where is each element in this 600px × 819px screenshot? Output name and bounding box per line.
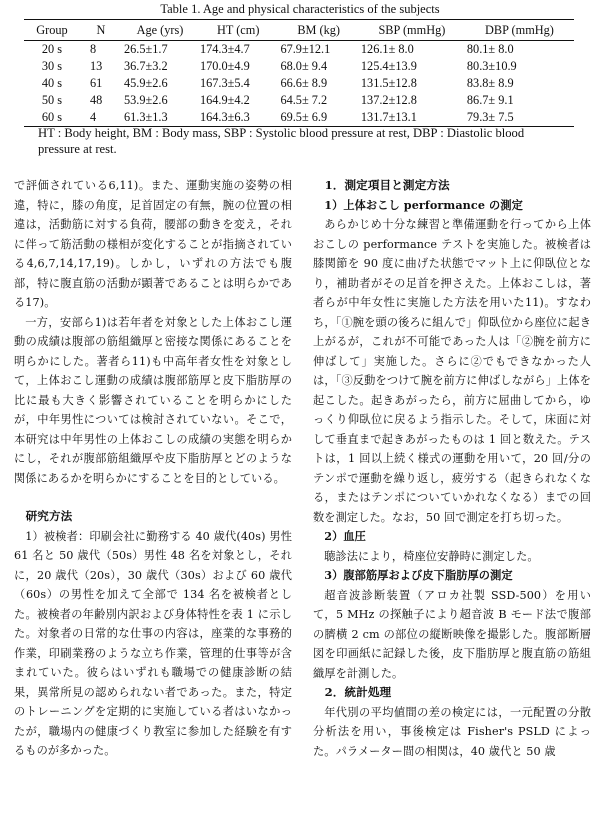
header-bm: BM (kg) xyxy=(297,22,341,37)
cell-group: 20 s xyxy=(41,42,63,56)
cell-dbp: 83.8± 8.9 xyxy=(466,76,514,90)
cell-ht: 170.0±4.9 xyxy=(199,59,250,73)
table-header-row xyxy=(24,20,574,41)
cell-bm: 67.9±12.1 xyxy=(280,42,331,56)
intro-paragraph-2: 一方，安部ら1)は若年者を対象とした上体おこし運動の成績は腹部の筋組織厚と密接な関係にあることを明らかにした。著者ら11)も中高年者女性を対象として，上体おこし運動の成績は腹部筋厚と皮下脂肪厚の比に最も大きく影響されていることを明らかにしたが，中年男性については検討されていない。そこで，本研究は中年男性の上体おこしの成績の実態を明らかにし，それが腹部筋組織厚や皮下脂肪厚とどのような関係にあるかを明らかにすることを目的としている。 xyxy=(14,315,292,485)
heading-thickness: 3）腹部筋厚および皮下脂肪厚の測定 xyxy=(324,568,513,582)
heading-situp: 1）上体おこし performance の測定 xyxy=(324,197,523,212)
cell-group: 50 s xyxy=(41,93,63,107)
heading-blood-pressure: 2）血圧 xyxy=(324,529,366,543)
cell-age: 26.5±1.7 xyxy=(124,42,168,56)
cell-sbp: 125.4±13.9 xyxy=(360,59,417,73)
cell-age: 36.7±3.2 xyxy=(124,59,168,73)
right-column xyxy=(313,176,591,761)
cell-dbp: 80.1± 8.0 xyxy=(466,42,514,56)
cell-age: 45.9±2.6 xyxy=(124,76,168,90)
heading-statistics: 2．統計処理 xyxy=(324,685,392,699)
situp-paragraph: あらかじめ十分な練習と準備運動を行ってから上体おこしの performance テストを実施した。被検者は膝関節を 90 度に曲げた状態でマット上に仰臥位となり，補助者がその足首を押さえた。上体おこしは，著者らが中年女性に実施した方法を用いた11)。すなわち，「①腕を頭の後ろに組んで」仰臥位から座位に起き上がるが，これが不可能であった人は「②腕を前方に伸ばして」実施した。さらに②でもできなかった人は，「③反動をつけて腕を前方に伸ばしながら」上体を起こした。起きあがったら，前方に屈曲してから，ゆっくり仰臥位に戻るよう指示した。そして，床面に対して垂直まで起きあがったものは 1 回と数えた。テストは，1 回以上続く様式の運動を用いて，20 回/分のテンポで運動を繰り返し，疲労する（起きられなくなる，またはテンポについていかれなくなる）までの回数を測定した。なお，50 回で測定を打ち切った。 xyxy=(313,218,591,524)
cell-bm: 68.0± 9.4 xyxy=(280,59,328,73)
cell-n: 13 xyxy=(90,59,103,73)
cell-dbp: 80.3±10.9 xyxy=(466,59,517,73)
table-row xyxy=(24,41,574,59)
table-row xyxy=(24,58,574,75)
cell-n: 61 xyxy=(90,76,103,90)
subjects-paragraph: 1）被検者：印刷会社に勤務する 40 歳代(40s) 男性 61 名と 50 歳代（50s）男性 48 名を対象とし，それに，20 歳代（20s），30 歳代（30s）および 60 歳代（60s）の男性を加えて全部で 134 名を被検者とした。被検者の年齢別内訳および身体特性を表 1 に示した。対象者の日常的な仕事の内容は，座業的な事務的作業，印刷業務のような立ち作業，管理的仕事等が含まれていた。彼らはいずれも職場での健康診断の結果，異常所見の認められない者であった。また，特定のトレーニングを定期的に実施している者はいなかったが，職場内の健康づくり教室に参加した経験を有するものが多かった。 xyxy=(14,529,292,757)
table-row xyxy=(24,75,574,92)
cell-bm: 64.5± 7.2 xyxy=(280,93,328,107)
cell-sbp: 131.7±13.1 xyxy=(360,110,417,124)
subjects-table xyxy=(24,19,574,127)
table-footnote: HT : Body height, BM : Body mass, SBP : Systolic blood pressure at rest, DBP : Diastolic blood pressure at rest. xyxy=(38,126,525,156)
left-column xyxy=(14,176,292,761)
cell-n: 8 xyxy=(90,42,97,56)
blood-pressure-paragraph: 聴診法により，椅座位安静時に測定した。 xyxy=(324,549,539,563)
cell-group: 60 s xyxy=(41,110,63,124)
table-caption: Table 1. Age and physical characteristics of the subjects xyxy=(160,2,440,16)
cell-group: 40 s xyxy=(41,76,63,90)
cell-group: 30 s xyxy=(41,59,63,73)
cell-age: 61.3±1.3 xyxy=(124,110,168,124)
cell-age: 53.9±2.6 xyxy=(124,93,168,107)
cell-sbp: 137.2±12.8 xyxy=(360,93,417,107)
cell-ht: 164.9±4.2 xyxy=(199,93,250,107)
cell-ht: 174.3±4.7 xyxy=(199,42,250,56)
thickness-paragraph: 超音波診断装置（アロカ社製 SSD-500）を用いて，5 MHz の探触子により超音波 B モード法で腹部の臍横 2 cm の部位の縦断映像を撮影した。腹部断層図を印画紙に記録した後，皮下脂肪厚と腹直筋の筋組織厚を計測した。 xyxy=(313,588,591,680)
intro-paragraph-1: で評価されている6,11)。また、運動実施の姿勢の相違，特に，膝の角度，足首固定の有無，腕の位置の相違は，活動筋に対する負荷，腰部の動きを変え，それに伴って筋活動の様相が変化することが指摘されている4,6,7,14,17,19)。しかし，いずれの方法でも腹部，特に腹直筋の活動が顕著であることは明らかである17)。 xyxy=(14,179,292,309)
cell-n: 48 xyxy=(90,93,103,107)
header-ht: HT (cm) xyxy=(216,22,260,37)
section-heading-methods: 研究方法 xyxy=(25,509,73,523)
header-dbp: DBP (mmHg) xyxy=(485,22,554,37)
cell-ht: 164.3±6.3 xyxy=(199,110,250,124)
header-age: Age (yrs) xyxy=(136,22,184,37)
table-row xyxy=(24,92,574,109)
header-group: Group xyxy=(36,22,68,37)
cell-bm: 66.6± 8.9 xyxy=(280,76,328,90)
heading-measurements: 1．測定項目と測定方法 xyxy=(324,178,450,192)
cell-sbp: 126.1± 8.0 xyxy=(360,42,414,56)
cell-ht: 167.3±5.4 xyxy=(199,76,250,90)
header-n: N xyxy=(96,22,106,37)
cell-bm: 69.5± 6.9 xyxy=(280,110,328,124)
cell-n: 4 xyxy=(90,110,97,124)
cell-dbp: 86.7± 9.1 xyxy=(466,93,514,107)
table-row xyxy=(24,109,574,127)
header-sbp: SBP (mmHg) xyxy=(378,22,446,37)
cell-dbp: 79.3± 7.5 xyxy=(466,110,514,124)
cell-sbp: 131.5±12.8 xyxy=(360,76,417,90)
statistics-paragraph: 年代別の平均値間の差の検定には，一元配置の分散分析法を用い，事後検定は Fisher's PSLD によった。パラメーター間の相関は，40 歳代と 50 歳 xyxy=(313,705,591,758)
